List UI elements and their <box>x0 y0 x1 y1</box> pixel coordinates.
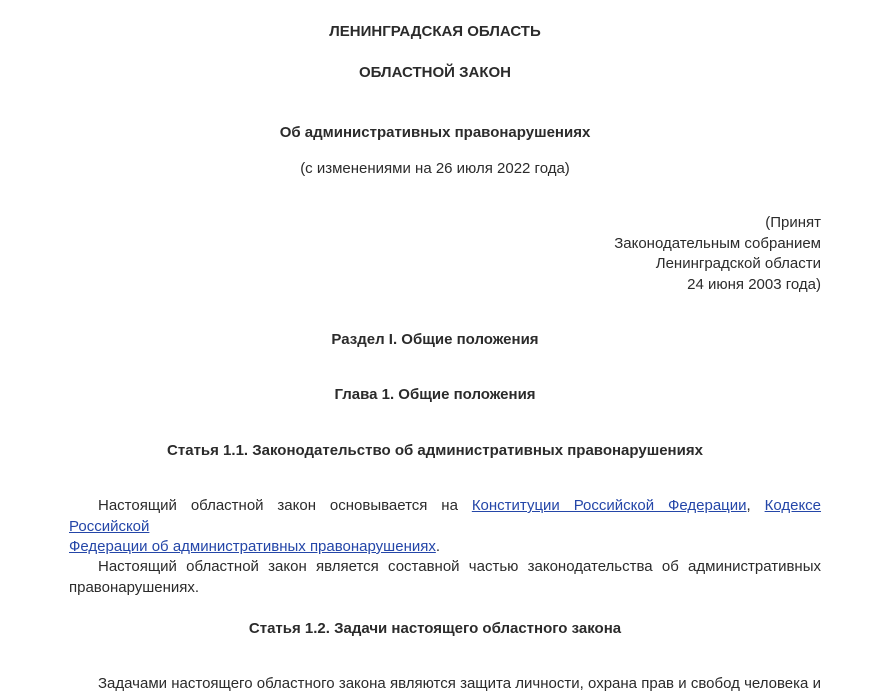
article-1-1-title: Статья 1.1. Законодательство об административных правонарушениях <box>167 442 703 459</box>
link-separator: , <box>746 497 765 514</box>
administrative-code-link-part-1[interactable]: Кодексе Российской <box>69 497 822 535</box>
adoption-line-1: (Принят <box>765 214 821 231</box>
adoption-line-4: 24 июня 2003 года) <box>687 275 821 293</box>
article-1-2-line-1 <box>69 674 821 695</box>
article-1-1-paragraph-2 <box>69 557 821 598</box>
article-1-1-paragraph-1 <box>69 496 821 558</box>
paragraph-1-end: . <box>435 538 441 555</box>
adoption-block <box>614 213 821 295</box>
administrative-code-link-part-2[interactable]: Федерации об административных правонарушениях <box>69 538 436 555</box>
paragraph-2-line-2: правонарушениях. <box>69 578 200 596</box>
law-type-heading: ОБЛАСТНОЙ ЗАКОН <box>358 64 511 81</box>
paragraph-1-line-1 <box>69 496 821 537</box>
adoption-line-2: Законодательным собранием <box>614 234 821 252</box>
article-1-2-title: Статья 1.2. Задачи настоящего областного закона <box>248 620 622 637</box>
region-heading: ЛЕНИНГРАДСКАЯ ОБЛАСТЬ <box>329 23 541 40</box>
paragraph-1-line-2 <box>69 537 821 558</box>
law-title: Об административных правонарушениях <box>279 124 591 141</box>
constitution-link[interactable]: Конституции Российской Федерации <box>471 497 747 514</box>
paragraph-2-text: Настоящий областной закон является составной частью законодательства об административных <box>98 558 821 575</box>
section-title: Раздел I. Общие положения <box>331 331 539 348</box>
paragraph-2-line-1 <box>69 557 821 578</box>
paragraph-1-text: Настоящий областной закон основывается на <box>98 497 472 514</box>
chapter-title: Глава 1. Общие положения <box>334 386 536 403</box>
amendments-note: (с изменениями на 26 июля 2022 года) <box>300 160 570 177</box>
article-1-2-paragraph-1 <box>69 674 821 695</box>
article-1-2-text: Задачами настоящего областного закона являются защита личности, охрана прав и свобод человека и <box>98 675 821 692</box>
adoption-line-3: Ленинградской области <box>655 255 821 272</box>
